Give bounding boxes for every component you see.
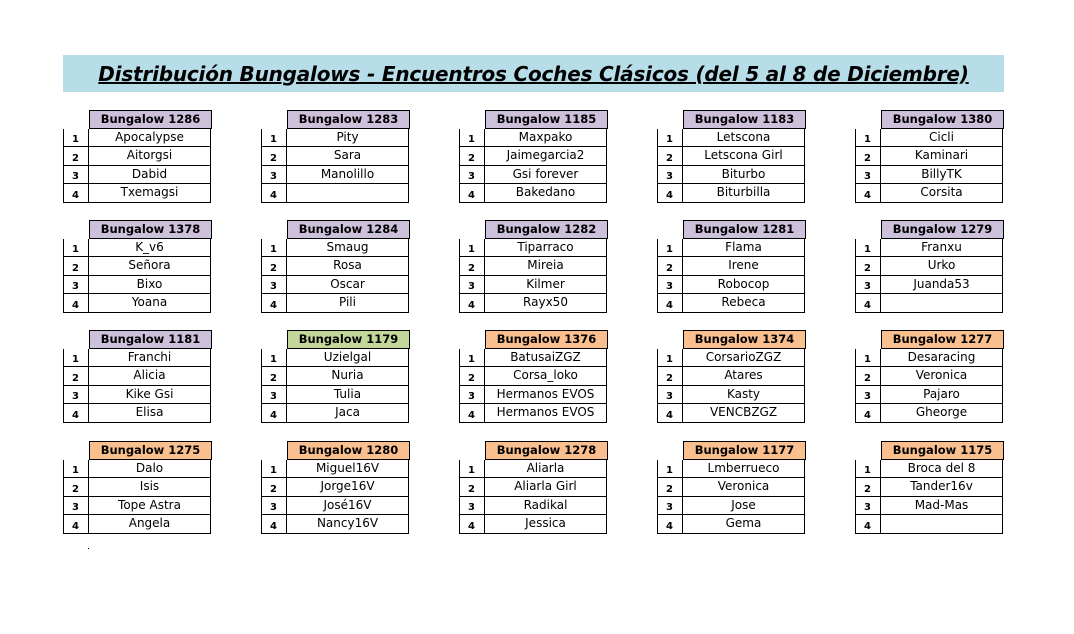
slot-number: 4: [261, 404, 286, 422]
guest-name: Rosa: [286, 257, 409, 275]
guest-name: Elisa: [88, 404, 211, 422]
guest-row: [657, 367, 806, 385]
guest-row: [855, 294, 1004, 312]
guest-name: Tope Astra: [88, 497, 211, 515]
slot-number: 2: [261, 257, 286, 275]
guest-row: [855, 349, 1004, 367]
guest-name: Franchi: [88, 349, 211, 367]
guest-row: [855, 497, 1004, 515]
guest-name: Pajaro: [880, 386, 1003, 404]
slot-number: 3: [459, 276, 484, 294]
guest-name: Yoana: [88, 294, 211, 312]
bungalow-header: Bungalow 1281: [683, 220, 806, 239]
slot-number: 4: [459, 184, 484, 202]
guest-name: Corsa_loko: [484, 367, 607, 385]
guest-name: K_v6: [88, 239, 211, 257]
slot-number: 3: [855, 497, 880, 515]
guest-row: [63, 239, 212, 257]
guest-name: Pili: [286, 294, 409, 312]
guest-row: [261, 166, 410, 184]
guest-name: Dabid: [88, 166, 211, 184]
guest-row: [459, 404, 608, 422]
guest-row: [459, 129, 608, 147]
bungalow-table: [261, 110, 410, 203]
slot-number: 4: [261, 184, 286, 202]
guest-row: [261, 257, 410, 275]
guest-row: [261, 404, 410, 422]
guest-name: Señora: [88, 257, 211, 275]
guest-name: CorsarioZGZ: [682, 349, 805, 367]
guest-name: Veronica: [682, 478, 805, 496]
slot-number: 3: [459, 497, 484, 515]
guest-row: [63, 404, 212, 422]
slot-number: 4: [261, 294, 286, 312]
guest-name: Atares: [682, 367, 805, 385]
guest-row: [261, 147, 410, 165]
guest-row: [657, 294, 806, 312]
slot-number: 3: [261, 276, 286, 294]
guest-name: Desaracing: [880, 349, 1003, 367]
guest-row: [459, 497, 608, 515]
guest-row: [459, 166, 608, 184]
slot-number: 2: [657, 257, 682, 275]
bungalow-header: Bungalow 1183: [683, 110, 806, 129]
slot-number: 4: [459, 294, 484, 312]
guest-name: [880, 294, 1003, 312]
slot-number: 2: [459, 367, 484, 385]
guest-row: [657, 184, 806, 202]
bungalow-header: Bungalow 1378: [89, 220, 212, 239]
guest-name: Jessica: [484, 515, 607, 533]
guest-name: Smaug: [286, 239, 409, 257]
slot-number: 2: [657, 147, 682, 165]
slot-number: 1: [855, 460, 880, 478]
guest-row: [63, 478, 212, 496]
slot-number: 2: [459, 478, 484, 496]
guest-name: Hermanos EVOS: [484, 404, 607, 422]
slot-number: 2: [657, 367, 682, 385]
slot-number: 3: [855, 166, 880, 184]
guest-row: [657, 166, 806, 184]
slot-number: 2: [63, 147, 88, 165]
guest-name: Gema: [682, 515, 805, 533]
guest-row: [261, 349, 410, 367]
title-banner: [63, 55, 1004, 92]
guest-name: Juanda53: [880, 276, 1003, 294]
slot-number: 1: [459, 460, 484, 478]
guest-name: Dalo: [88, 460, 211, 478]
slot-number: 3: [459, 166, 484, 184]
slot-number: 2: [63, 367, 88, 385]
slot-number: 3: [63, 386, 88, 404]
slot-number: 3: [63, 276, 88, 294]
guest-name: Flama: [682, 239, 805, 257]
bungalow-table: [63, 110, 212, 203]
slot-number: 1: [261, 239, 286, 257]
guest-row: [855, 276, 1004, 294]
slot-number: 1: [657, 460, 682, 478]
guest-row: [657, 276, 806, 294]
guest-row: [261, 497, 410, 515]
guest-row: [657, 129, 806, 147]
slot-number: 3: [261, 166, 286, 184]
guest-row: [459, 257, 608, 275]
guest-name: Maxpako: [484, 129, 607, 147]
guest-row: [657, 404, 806, 422]
guest-row: [261, 386, 410, 404]
guest-name: Nuria: [286, 367, 409, 385]
guest-name: Aliarla Girl: [484, 478, 607, 496]
slot-number: 1: [459, 129, 484, 147]
guest-name: Rayx50: [484, 294, 607, 312]
guest-row: [261, 239, 410, 257]
slot-number: 4: [855, 184, 880, 202]
guest-name: Robocop: [682, 276, 805, 294]
bungalow-header: Bungalow 1286: [89, 110, 212, 129]
bungalow-table: [657, 110, 806, 203]
bungalow-table: [63, 220, 212, 313]
guest-row: [63, 497, 212, 515]
bungalow-header: Bungalow 1275: [89, 441, 212, 460]
guest-name: Kasty: [682, 386, 805, 404]
bungalow-header: Bungalow 1177: [683, 441, 806, 460]
bungalow-header: Bungalow 1284: [287, 220, 410, 239]
guest-row: [261, 276, 410, 294]
guest-name: Bakedano: [484, 184, 607, 202]
bungalow-table: [459, 220, 608, 313]
guest-row: [459, 386, 608, 404]
guest-name: Aitorgsi: [88, 147, 211, 165]
slot-number: 3: [657, 386, 682, 404]
guest-row: [261, 129, 410, 147]
slot-number: 3: [261, 497, 286, 515]
slot-number: 4: [63, 404, 88, 422]
guest-row: [657, 478, 806, 496]
slot-number: 2: [459, 147, 484, 165]
guest-row: [63, 129, 212, 147]
guest-name: Kilmer: [484, 276, 607, 294]
guest-row: [261, 367, 410, 385]
guest-row: [63, 276, 212, 294]
bungalow-table: [855, 110, 1004, 203]
guest-row: [459, 184, 608, 202]
bungalow-header: Bungalow 1278: [485, 441, 608, 460]
guest-row: [657, 386, 806, 404]
bungalow-table: [63, 441, 212, 534]
guest-name: Jorge16V: [286, 478, 409, 496]
slot-number: 1: [261, 460, 286, 478]
slot-number: 2: [459, 257, 484, 275]
guest-row: [63, 386, 212, 404]
guest-name: Gheorge: [880, 404, 1003, 422]
bungalow-header: Bungalow 1181: [89, 330, 212, 349]
slot-number: 3: [657, 276, 682, 294]
bungalow-header: Bungalow 1279: [881, 220, 1004, 239]
guest-name: Biturbilla: [682, 184, 805, 202]
bungalow-header: Bungalow 1283: [287, 110, 410, 129]
guest-name: Broca del 8: [880, 460, 1003, 478]
slot-number: 4: [855, 404, 880, 422]
bungalow-header: Bungalow 1179: [287, 330, 410, 349]
slot-number: 1: [261, 129, 286, 147]
guest-name: Mireia: [484, 257, 607, 275]
guest-name: Veronica: [880, 367, 1003, 385]
bungalow-table: [261, 330, 410, 423]
slot-number: 2: [855, 257, 880, 275]
guest-row: [855, 184, 1004, 202]
guest-name: Cicli: [880, 129, 1003, 147]
slot-number: 1: [63, 239, 88, 257]
slot-number: 3: [657, 166, 682, 184]
guest-name: BillyTK: [880, 166, 1003, 184]
guest-row: [855, 404, 1004, 422]
slot-number: 4: [63, 515, 88, 533]
guest-name: Gsi forever: [484, 166, 607, 184]
bungalow-header: Bungalow 1282: [485, 220, 608, 239]
guest-row: [657, 147, 806, 165]
guest-row: [63, 367, 212, 385]
slot-number: 4: [855, 515, 880, 533]
bungalow-table: [855, 330, 1004, 423]
guest-row: [459, 460, 608, 478]
slot-number: 1: [855, 349, 880, 367]
guest-row: [855, 129, 1004, 147]
guest-row: [63, 184, 212, 202]
guest-name: Rebeca: [682, 294, 805, 312]
guest-row: [459, 276, 608, 294]
guest-name: Radikal: [484, 497, 607, 515]
guest-row: [657, 460, 806, 478]
guest-row: [855, 515, 1004, 533]
guest-name: Jaimegarcia2: [484, 147, 607, 165]
guest-row: [261, 294, 410, 312]
guest-row: [459, 478, 608, 496]
guest-name: Txemagsi: [88, 184, 211, 202]
slot-number: 4: [657, 515, 682, 533]
guest-row: [459, 515, 608, 533]
guest-name: Corsita: [880, 184, 1003, 202]
guest-name: BatusaiZGZ: [484, 349, 607, 367]
bungalow-table: [657, 441, 806, 534]
guest-name: Biturbo: [682, 166, 805, 184]
guest-row: [63, 166, 212, 184]
slot-number: 1: [855, 129, 880, 147]
slot-number: 4: [459, 515, 484, 533]
slot-number: 2: [261, 367, 286, 385]
guest-name: Sara: [286, 147, 409, 165]
slot-number: 1: [459, 349, 484, 367]
guest-name: Bixo: [88, 276, 211, 294]
stray-dot: [88, 548, 89, 549]
guest-name: Angela: [88, 515, 211, 533]
guest-row: [261, 184, 410, 202]
guest-row: [657, 239, 806, 257]
slot-number: 1: [657, 239, 682, 257]
guest-name: Irene: [682, 257, 805, 275]
guest-name: Kaminari: [880, 147, 1003, 165]
guest-name: Tander16v: [880, 478, 1003, 496]
guest-row: [63, 349, 212, 367]
bungalow-header: Bungalow 1175: [881, 441, 1004, 460]
guest-row: [855, 386, 1004, 404]
guest-name: Letscona Girl: [682, 147, 805, 165]
slot-number: 2: [261, 478, 286, 496]
guest-row: [261, 515, 410, 533]
slot-number: 2: [855, 367, 880, 385]
guest-name: Mad-Mas: [880, 497, 1003, 515]
guest-name: Oscar: [286, 276, 409, 294]
slot-number: 1: [63, 129, 88, 147]
guest-row: [459, 294, 608, 312]
page-title: Distribución Bungalows - Encuentros Coches Clásicos (del 5 al 8 de Diciembre): [98, 61, 969, 86]
guest-row: [855, 147, 1004, 165]
slot-number: 4: [657, 294, 682, 312]
slot-number: 3: [63, 166, 88, 184]
guest-name: Jaca: [286, 404, 409, 422]
guest-name: Franxu: [880, 239, 1003, 257]
slot-number: 1: [657, 129, 682, 147]
bungalow-table: [657, 330, 806, 423]
slot-number: 4: [63, 294, 88, 312]
slot-number: 4: [459, 404, 484, 422]
guest-row: [855, 239, 1004, 257]
guest-name: [880, 515, 1003, 533]
bungalow-table: [855, 441, 1004, 534]
guest-name: Hermanos EVOS: [484, 386, 607, 404]
guest-name: Aliarla: [484, 460, 607, 478]
guest-row: [63, 257, 212, 275]
guest-name: Nancy16V: [286, 515, 409, 533]
guest-row: [855, 460, 1004, 478]
guest-name: Tulia: [286, 386, 409, 404]
guest-name: Urko: [880, 257, 1003, 275]
guest-name: Manolillo: [286, 166, 409, 184]
bungalow-table: [261, 441, 410, 534]
guest-name: Letscona: [682, 129, 805, 147]
guest-name: Alicia: [88, 367, 211, 385]
bungalow-table: [261, 220, 410, 313]
guest-name: Jose: [682, 497, 805, 515]
slot-number: 3: [63, 497, 88, 515]
bungalow-table: [459, 110, 608, 203]
bungalow-table: [657, 220, 806, 313]
guest-row: [657, 257, 806, 275]
guest-name: Pity: [286, 129, 409, 147]
guest-row: [63, 294, 212, 312]
guest-row: [63, 515, 212, 533]
guest-name: Miguel16V: [286, 460, 409, 478]
guest-row: [459, 147, 608, 165]
guest-row: [855, 478, 1004, 496]
bungalow-header: Bungalow 1374: [683, 330, 806, 349]
guest-name: Kike Gsi: [88, 386, 211, 404]
bungalow-header: Bungalow 1380: [881, 110, 1004, 129]
guest-name: [286, 184, 409, 202]
guest-row: [657, 515, 806, 533]
bungalow-table: [855, 220, 1004, 313]
slot-number: 4: [63, 184, 88, 202]
guest-row: [855, 257, 1004, 275]
guest-row: [63, 147, 212, 165]
guest-row: [63, 460, 212, 478]
slot-number: 4: [657, 184, 682, 202]
slot-number: 1: [657, 349, 682, 367]
slot-number: 3: [855, 276, 880, 294]
guest-name: José16V: [286, 497, 409, 515]
guest-row: [261, 478, 410, 496]
bungalow-header: Bungalow 1280: [287, 441, 410, 460]
guest-name: Isis: [88, 478, 211, 496]
guest-name: Apocalypse: [88, 129, 211, 147]
guest-row: [855, 166, 1004, 184]
slot-number: 1: [63, 460, 88, 478]
bungalow-table: [459, 441, 608, 534]
slot-number: 2: [63, 478, 88, 496]
guest-row: [459, 239, 608, 257]
bungalow-header: Bungalow 1277: [881, 330, 1004, 349]
guest-row: [459, 367, 608, 385]
slot-number: 4: [261, 515, 286, 533]
slot-number: 3: [855, 386, 880, 404]
slot-number: 1: [261, 349, 286, 367]
slot-number: 1: [855, 239, 880, 257]
slot-number: 2: [855, 478, 880, 496]
bungalow-header: Bungalow 1185: [485, 110, 608, 129]
bungalow-table: [63, 330, 212, 423]
slot-number: 4: [855, 294, 880, 312]
slot-number: 1: [63, 349, 88, 367]
slot-number: 3: [459, 386, 484, 404]
slot-number: 2: [657, 478, 682, 496]
guest-row: [657, 497, 806, 515]
guest-row: [657, 349, 806, 367]
slot-number: 4: [657, 404, 682, 422]
slot-number: 2: [261, 147, 286, 165]
guest-row: [459, 349, 608, 367]
guest-row: [855, 367, 1004, 385]
slot-number: 2: [855, 147, 880, 165]
slot-number: 3: [261, 386, 286, 404]
slot-number: 2: [63, 257, 88, 275]
bungalow-header: Bungalow 1376: [485, 330, 608, 349]
guest-name: VENCBZGZ: [682, 404, 805, 422]
slot-number: 3: [657, 497, 682, 515]
slot-number: 1: [459, 239, 484, 257]
guest-name: Uzielgal: [286, 349, 409, 367]
guest-row: [261, 460, 410, 478]
bungalow-table: [459, 330, 608, 423]
guest-name: Lmberrueco: [682, 460, 805, 478]
guest-name: Tiparraco: [484, 239, 607, 257]
